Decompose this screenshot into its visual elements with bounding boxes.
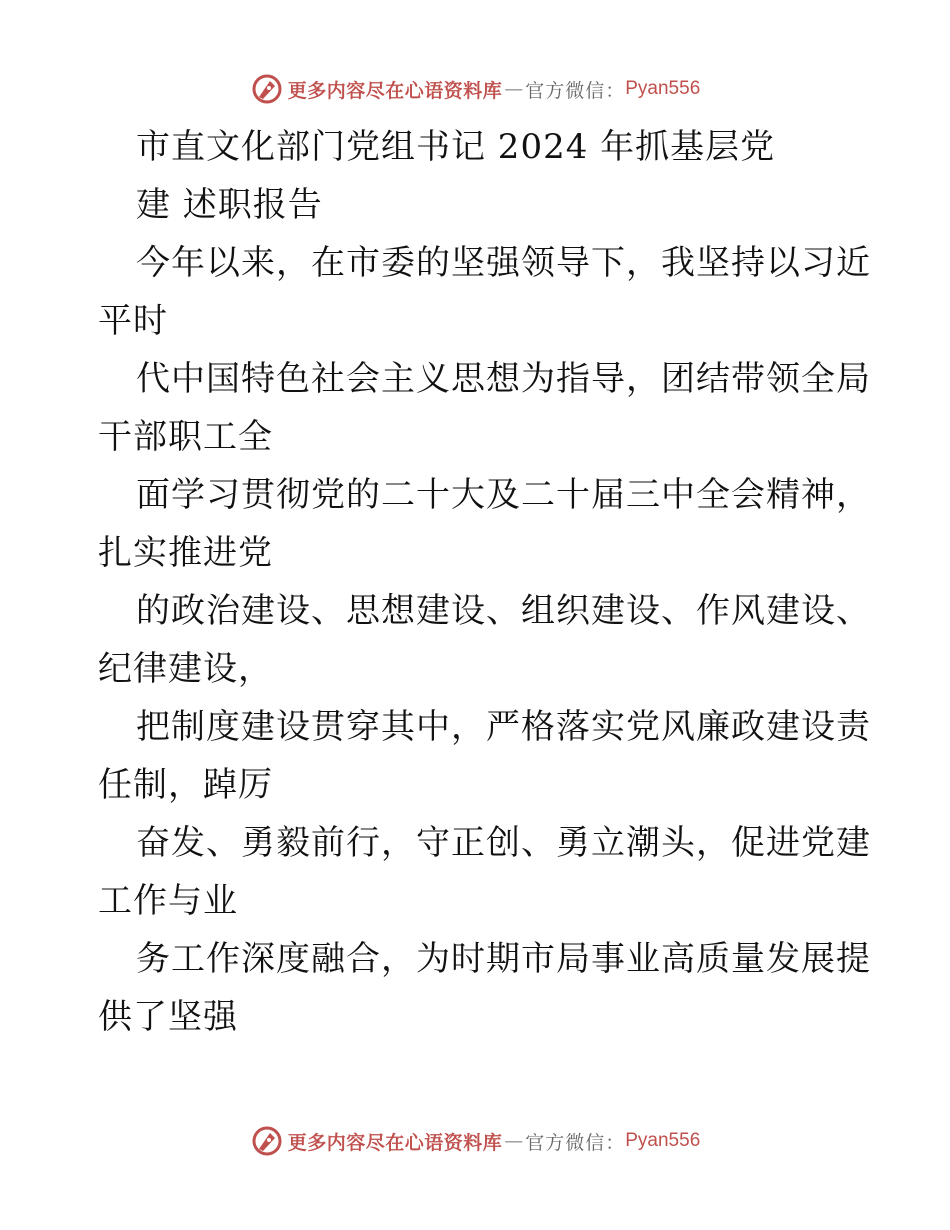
document-title-line-1: 市直文化部门党组书记 2024 年抓基层党	[136, 127, 776, 167]
document-title-line-2: 建 述职报告	[136, 185, 323, 225]
pen-nib-logo-icon	[250, 1124, 284, 1158]
body-text-line: 纪律建设，	[98, 649, 273, 689]
watermark-wechat-id: Pyan556	[625, 78, 701, 99]
body-text-line: 扎实推进党	[98, 533, 273, 573]
document-body	[98, 118, 878, 1046]
body-text-line: 工作与业	[98, 881, 238, 921]
pen-nib-logo-icon	[250, 72, 284, 106]
body-text-line: 代中国特色社会主义思想为指导，团结带领全局	[136, 359, 871, 399]
watermark-wechat-id: Pyan556	[625, 1130, 701, 1151]
watermark-separator: —	[504, 1130, 524, 1152]
watermark-header	[0, 72, 950, 106]
body-text-line: 面学习贯彻党的二十大及二十届三中全会精神，	[136, 475, 871, 515]
body-text-line: 的政治建设、思想建设、组织建设、作风建设、	[136, 591, 871, 631]
body-text-line: 干部职工全	[98, 417, 273, 457]
body-text-line: 把制度建设贯穿其中，严格落实党风廉政建设责	[136, 707, 871, 747]
watermark-footer	[0, 1124, 950, 1158]
body-text-line: 务工作深度融合，为时期市局事业高质量发展提	[136, 939, 871, 979]
paragraph	[98, 234, 878, 1046]
watermark-separator: —	[504, 78, 524, 100]
body-text-line: 平时	[98, 301, 168, 341]
watermark-label: 官方微信：	[525, 79, 626, 102]
body-text-line: 奋发、勇毅前行，守正创、勇立潮头，促进党建	[136, 823, 871, 863]
body-text-line: 任制，踔厉	[98, 765, 273, 805]
body-text-line: 供了坚强	[98, 997, 238, 1037]
watermark-name: 更多内容尽在心语资料库	[287, 1131, 503, 1154]
watermark-name: 更多内容尽在心语资料库	[287, 79, 503, 102]
watermark-label: 官方微信：	[525, 1131, 626, 1154]
body-text-line: 今年以来，在市委的坚强领导下，我坚持以习近	[136, 243, 871, 283]
